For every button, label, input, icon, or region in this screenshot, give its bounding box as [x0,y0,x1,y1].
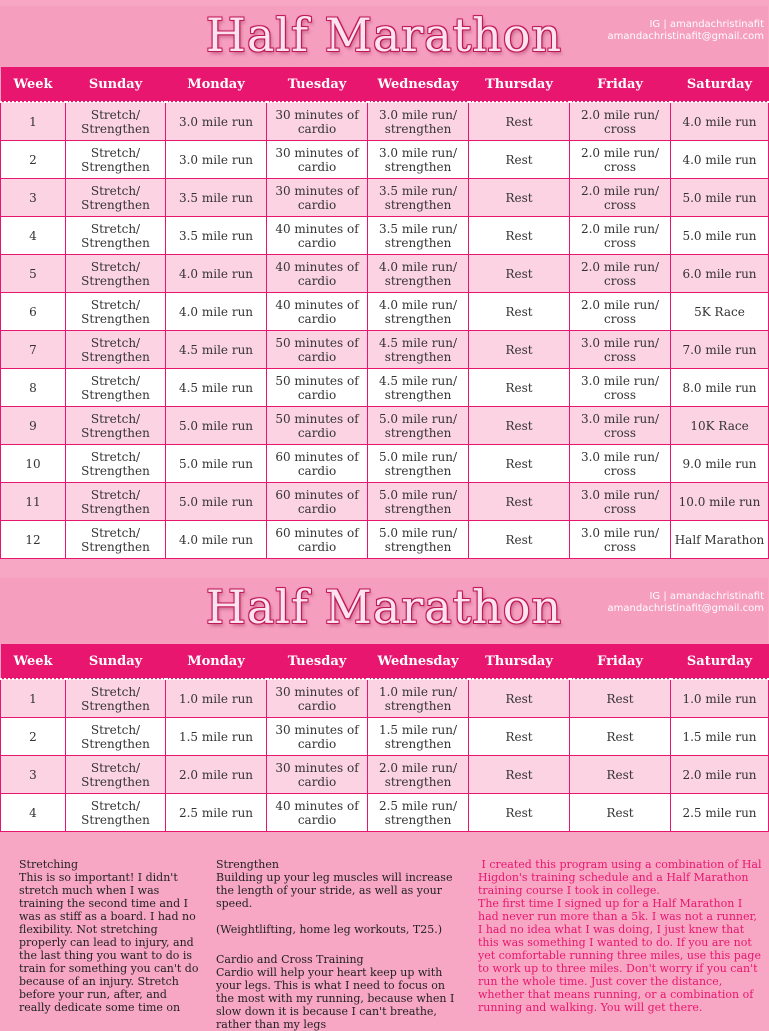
table-row [1,217,769,255]
table-cell: Stretch/ Strengthen [66,293,166,331]
table-cell: 5K Race [671,293,769,331]
table-cell: 7 [1,331,66,369]
table-cell: 3.0 mile run/ cross [570,369,671,407]
table-cell: 30 minutes of cardio [267,718,368,756]
table-cell: 5.0 mile run [671,179,769,217]
instagram-handle: IG | amandachristinafit [649,19,764,30]
table-cell: 6.0 mile run [671,255,769,293]
table-cell: Stretch/ Strengthen [66,331,166,369]
intro-paragraph-1: I created this program using a combination of Hal Higdon's training schedule and a Half Marathon training course I took in college. [478,858,766,897]
table-cell: 1.5 mile run/ strengthen [368,718,469,756]
training-table-12-week [0,67,769,559]
table-row [1,179,769,217]
table-cell: 3.0 mile run/ cross [570,407,671,445]
table-cell: 5.0 mile run/ strengthen [368,407,469,445]
table-cell: 5.0 mile run [166,483,267,521]
table-row [1,756,769,794]
page-title: Half Marathon [205,8,563,62]
table-cell: Rest [469,407,570,445]
table-row [1,255,769,293]
column-header: Week [1,644,66,679]
table-cell: Rest [469,369,570,407]
table-row [1,141,769,179]
table-cell: 4.5 mile run [166,369,267,407]
column-header: Monday [166,644,267,679]
column-header: Saturday [671,644,769,679]
table-cell: 4.0 mile run [671,141,769,179]
table-cell: 4.0 mile run [166,255,267,293]
column-header: Saturday [671,67,769,102]
table-cell: 2 [1,718,66,756]
table-cell: 2.0 mile run/ cross [570,293,671,331]
email-address: amandachristinafit@gmail.com [607,31,764,42]
table-cell: Rest [469,718,570,756]
table-cell: Rest [570,718,671,756]
table-cell: 2.5 mile run [166,794,267,832]
column-header: Thursday [469,67,570,102]
table-row [1,521,769,559]
table-cell: 1.0 mile run [671,679,769,718]
strengthen-examples: (Weightlifting, home leg workouts, T25.) [216,923,442,936]
column-header: Friday [570,67,671,102]
table-cell: 4.5 mile run/ strengthen [368,331,469,369]
table-row [1,369,769,407]
table-cell: Rest [469,794,570,832]
table-cell: 60 minutes of cardio [267,483,368,521]
table-cell: Stretch/ Strengthen [66,217,166,255]
table-cell: 3.5 mile run/ strengthen [368,179,469,217]
table-cell: Stretch/ Strengthen [66,179,166,217]
table-cell: Rest [570,756,671,794]
table-cell: Stretch/ Strengthen [66,407,166,445]
page-title: Half Marathon [205,580,563,634]
table-cell: Rest [570,679,671,718]
table-cell: 2.0 mile run/ strengthen [368,756,469,794]
table-cell: 60 minutes of cardio [267,445,368,483]
instagram-handle: IG | amandachristinafit [649,591,764,602]
table-cell: 2.0 mile run/ cross [570,102,671,141]
table-cell: 8.0 mile run [671,369,769,407]
table-row [1,794,769,832]
column-header: Monday [166,67,267,102]
table-row [1,102,769,141]
column-header: Thursday [469,644,570,679]
table-cell: Stretch/ Strengthen [66,521,166,559]
table-cell: 3 [1,756,66,794]
table-cell: Rest [469,217,570,255]
stretching-heading: Stretching [19,858,79,871]
table-cell: 1 [1,679,66,718]
table-row [1,293,769,331]
table-cell: 40 minutes of cardio [267,217,368,255]
table-cell: Stretch/ Strengthen [66,718,166,756]
table-cell: Stretch/ Strengthen [66,141,166,179]
table-cell: 1.0 mile run/ strengthen [368,679,469,718]
table-cell: 2.5 mile run/ strengthen [368,794,469,832]
table-cell: 9 [1,407,66,445]
table-cell: 50 minutes of cardio [267,369,368,407]
column-header: Tuesday [267,644,368,679]
table-cell: 40 minutes of cardio [267,794,368,832]
intro-column [478,858,766,1014]
table-cell: 4.0 mile run/ strengthen [368,293,469,331]
table-cell: 30 minutes of cardio [267,179,368,217]
table-cell: 4.5 mile run [166,331,267,369]
table-cell: 4.5 mile run/ strengthen [368,369,469,407]
table-cell: 2.0 mile run/ cross [570,217,671,255]
strengthen-column [216,858,462,1031]
table-cell: 3.0 mile run/ cross [570,521,671,559]
stretching-text: This is so important! I didn't stretch much when I was training the second time and I was as stiff as a board. I had no flexibility. Not stretching properly can lead to injury, and the last thing you want to do is train for something you can't do because of an injury. Stretch before your run, after, and really dedicate some time on [19,871,199,1014]
strengthen-text: Building up your leg muscles will increase the length of your stride, as well as your speed. [216,871,453,910]
column-header: Tuesday [267,67,368,102]
column-header: Sunday [66,67,166,102]
table-header-row [1,644,769,679]
table-cell: 4.0 mile run/ strengthen [368,255,469,293]
notes-section [0,842,768,1031]
table-cell: Rest [469,521,570,559]
table-cell: 10.0 mile run [671,483,769,521]
table-cell: 3.0 mile run/ cross [570,331,671,369]
table-cell: 7.0 mile run [671,331,769,369]
table-cell: Rest [570,794,671,832]
table-row [1,407,769,445]
column-header: Wednesday [368,67,469,102]
table-cell: Stretch/ Strengthen [66,483,166,521]
table-row [1,718,769,756]
table-cell: 1.5 mile run [671,718,769,756]
column-header: Friday [570,644,671,679]
table-cell: Rest [469,679,570,718]
credit [608,591,764,615]
table-cell: 1.0 mile run [166,679,267,718]
table-cell: Stretch/ Strengthen [66,679,166,718]
plan-header-1 [0,6,768,72]
table-cell: 12 [1,521,66,559]
cardio-text: Cardio will help your heart keep up with your legs. This is what I need to focus on the most with my running, because when I slow down it is because I can't breathe, rather than my legs [216,966,455,1031]
table-cell: 3 [1,179,66,217]
table-cell: Rest [469,255,570,293]
table-row [1,483,769,521]
column-header: Wednesday [368,644,469,679]
table-cell: Stretch/ Strengthen [66,102,166,141]
table-cell: 60 minutes of cardio [267,521,368,559]
table-cell: 40 minutes of cardio [267,293,368,331]
table-cell: 50 minutes of cardio [267,407,368,445]
table-cell: 4 [1,217,66,255]
table-cell: 30 minutes of cardio [267,141,368,179]
table-cell: 2.0 mile run/ cross [570,179,671,217]
table-cell: 2.5 mile run [671,794,769,832]
table-cell: 11 [1,483,66,521]
table-cell: 3.0 mile run/ cross [570,483,671,521]
table-cell: 5.0 mile run/ strengthen [368,445,469,483]
table-row [1,331,769,369]
table-cell: 10 [1,445,66,483]
table-cell: 4 [1,794,66,832]
table-cell: Rest [469,102,570,141]
table-cell: 9.0 mile run [671,445,769,483]
table-cell: 10K Race [671,407,769,445]
credit [608,19,764,43]
table-cell: 3.5 mile run [166,179,267,217]
table-cell: 30 minutes of cardio [267,679,368,718]
table-cell: 5.0 mile run/ strengthen [368,521,469,559]
table-cell: Rest [469,756,570,794]
table-cell: 4.0 mile run [166,293,267,331]
table-cell: 5.0 mile run/ strengthen [368,483,469,521]
stretching-column [19,858,199,1014]
table-cell: 40 minutes of cardio [267,255,368,293]
table-cell: 3.0 mile run [166,102,267,141]
table-header-row [1,67,769,102]
table-cell: 8 [1,369,66,407]
table-cell: 2.0 mile run/ cross [570,255,671,293]
table-cell: 3.0 mile run/ strengthen [368,141,469,179]
table-cell: 1.5 mile run [166,718,267,756]
table-cell: 5.0 mile run [671,217,769,255]
table-cell: 3.0 mile run/ strengthen [368,102,469,141]
table-row [1,445,769,483]
table-row [1,679,769,718]
table-cell: 3.0 mile run [166,141,267,179]
table-cell: 3.5 mile run/ strengthen [368,217,469,255]
plan-header-2 [0,578,768,644]
table-cell: 2.0 mile run [166,756,267,794]
table-cell: Rest [469,293,570,331]
intro-paragraph-2: The first time I signed up for a Half Marathon I had never run more than a 5k. I was not a runner, I had no idea what I was doing, I just knew that this was something I wanted to do. If you are not yet comfortable running three miles, use this page to work up to three miles. Don't worry if you can't run the whole time. Just cover the distance, whether that means running, or a combination of running and walking. You will get there. [478,897,761,1014]
table-cell: 2.0 mile run/ cross [570,141,671,179]
table-cell: 3.5 mile run [166,217,267,255]
table-cell: 3.0 mile run/ cross [570,445,671,483]
table-cell: 5 [1,255,66,293]
table-cell: 30 minutes of cardio [267,102,368,141]
table-cell: 5.0 mile run [166,407,267,445]
table-cell: 5.0 mile run [166,445,267,483]
table-cell: Stretch/ Strengthen [66,255,166,293]
column-header: Week [1,67,66,102]
table-cell: Stretch/ Strengthen [66,794,166,832]
table-cell: 4.0 mile run [166,521,267,559]
column-header: Sunday [66,644,166,679]
table-cell: Stretch/ Strengthen [66,369,166,407]
table-cell: Rest [469,179,570,217]
email-address: amandachristinafit@gmail.com [607,603,764,614]
cardio-heading: Cardio and Cross Training [216,953,364,966]
table-cell: 30 minutes of cardio [267,756,368,794]
table-cell: 6 [1,293,66,331]
table-cell: Rest [469,141,570,179]
strengthen-heading: Strengthen [216,858,279,871]
table-cell: 50 minutes of cardio [267,331,368,369]
table-cell: 2.0 mile run [671,756,769,794]
table-cell: 4.0 mile run [671,102,769,141]
table-cell: Half Marathon [671,521,769,559]
table-cell: Rest [469,331,570,369]
table-cell: Rest [469,445,570,483]
training-table-beginner [0,644,769,832]
table-cell: 2 [1,141,66,179]
table-cell: Rest [469,483,570,521]
table-cell: 1 [1,102,66,141]
table-cell: Stretch/ Strengthen [66,756,166,794]
table-cell: Stretch/ Strengthen [66,445,166,483]
